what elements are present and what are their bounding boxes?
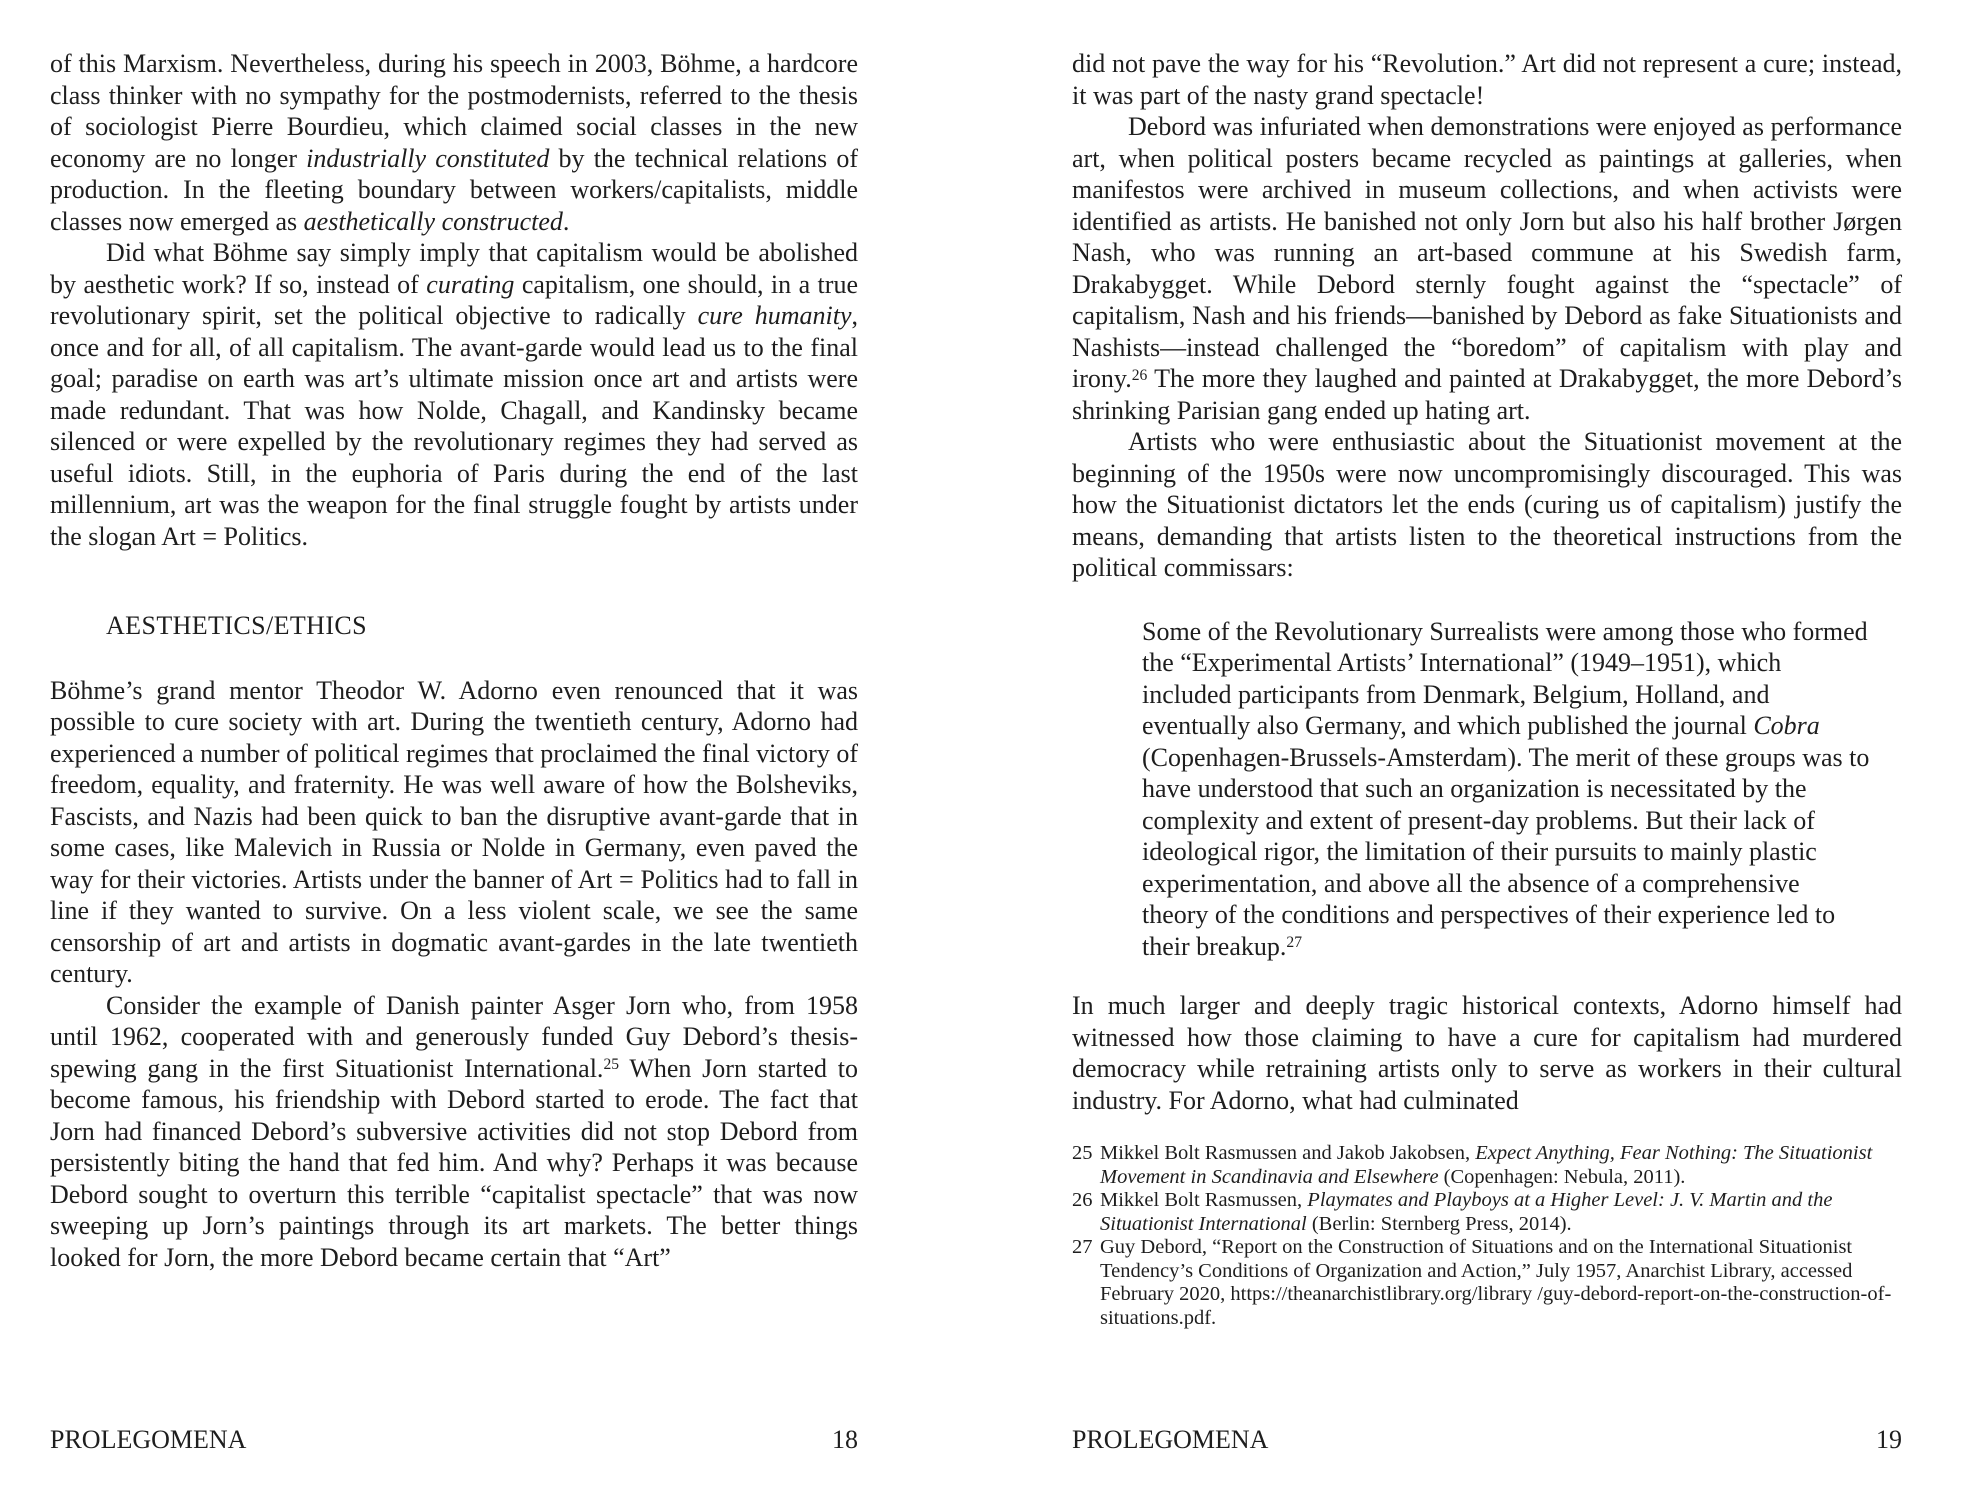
footnote-number: 26 (1072, 1189, 1093, 1211)
text-run: by the technical relations of production. In the fleeting boundary between workers/capitalists, middle classes now emerged as (50, 143, 858, 236)
body-paragraph (1072, 426, 1902, 584)
footnote-item (1072, 1236, 1902, 1330)
page-left-body (50, 48, 858, 1273)
section-heading: AESTHETICS/ETHICS (106, 611, 368, 640)
text-run: When Jorn started to become famous, his friendship with Debord started to erode. The fact that Jorn had financed Debord’s subversive activities did not stop Debord from persistently biting the hand that fed him. And why? Perhaps it was because Debord sought to overturn this terrible “capitalist spectacle” that was now sweeping up Jorn’s paintings through its art markets. The better things looked for Jorn, the more Debord became certain that “Art” (50, 1053, 858, 1272)
footnote-reference: 25 (603, 1056, 620, 1074)
text-run: Did what Böhme say simply imply that capitalism would be abolished by aesthetic work? If so, instead of (50, 238, 858, 299)
text-run: Expect Anything, Fear Nothing: The Situationist Movement in Scandinavia and Elsewhere (1100, 1142, 1873, 1188)
text-run: curating (426, 269, 515, 299)
footnote-number: 25 (1072, 1142, 1093, 1164)
text-run: (Copenhagen: Nebula, 2011). (1438, 1165, 1686, 1188)
text-run: The more they laughed and painted at Drakabygget, the more Debord’s shrinking Parisian gang ended up hating art. (1072, 364, 1902, 425)
page-number: 18 (832, 1425, 858, 1454)
page-left (50, 48, 858, 1452)
body-paragraph (50, 675, 858, 990)
text-run: cure humanity (697, 301, 852, 330)
footnotes (1072, 1142, 1902, 1330)
footnote-reference: 26 (1131, 366, 1148, 384)
footnote-text (1100, 1236, 1902, 1330)
text-run: Debord was infuriated when demonstrations were enjoyed as performance art, when political posters became recycled as paintings at galleries, when manifestos were archived in museum collections, and when activists were identified as artists. He banished not only Jorn but also his half brother Jørgen Nash, who was running an art-based commune at his Swedish farm, Drakabygget. While Debord sternly fought against the “spectacle” of capitalism, Nash and his friends—banished by Debord as fake Situationists and Nashists—instead challenged the “boredom” of capitalism with play and irony. (1072, 112, 1902, 393)
body-paragraph (50, 237, 858, 552)
body-paragraph (50, 990, 858, 1274)
footnote-text (1100, 1189, 1902, 1236)
text-run: , once and for all, of all capitalism. The avant-garde would lead us to the final goal; paradise on earth was art’s ultimate mission once art and artists were made redundant. That was how Nolde, Chagall, and Kandinsky became silenced or were expelled by the revolutionary regimes they had served as useful idiots. Still, in the euphoria of Paris during the end of the last millennium, art was the weapon for the final struggle fought by artists under the slogan Art = Politics. (50, 301, 858, 551)
page-right (1072, 48, 1902, 1452)
body-paragraph (1072, 990, 1902, 1116)
text-run: did not pave the way for his “Revolution.” Art did not represent a cure; instead, it was part of the nasty grand spectacle! (1072, 49, 1902, 110)
text-run: Some of the Revolutionary Surrealists were among those who formed the “Experimental Artists’ International” (1949–1951), which included participants from Denmark, Belgium, Holland, and eventually also Germany, and which published the journal (1142, 616, 1868, 740)
text-run: Böhme’s grand mentor Theodor W. Adorno even renounced that it was possible to cure society with art. During the twentieth century, Adorno had experienced a number of political regimes that proclaimed the final victory of freedom, equality, and fraternity. He was well aware of how the Bolsheviks, Fascists, and Nazis had been quick to ban the disruptive avant-garde that in some cases, like Malevich in Russia or Nolde in Germany, even paved the way for their victories. Artists under the banner of Art = Politics had to fall in line if they wanted to survive. On a less violent scale, we see the same censorship of art and artists in dogmatic avant-gardes in the late twentieth century. (50, 675, 858, 988)
page-left-footer (50, 1424, 858, 1456)
text-run: industrially constituted (306, 143, 550, 173)
footnote-item (1072, 1142, 1902, 1189)
text-run: Mikkel Bolt Rasmussen and Jakob Jakobsen, (1100, 1142, 1476, 1164)
footnote-item (1072, 1189, 1902, 1236)
page-number: 19 (1876, 1425, 1902, 1454)
text-run: Mikkel Bolt Rasmussen, (1100, 1189, 1308, 1211)
text-run: (Copenhagen-Brussels-Amsterdam). The merit of these groups was to have understood that such an organization is necessitated by the complexity and extent of present-day problems. But their lack of ideological rigor, the limitation of their pursuits to mainly plastic experimentation, and above all the absence of a comprehensive theory of the conditions and perspectives of their experience led to their breakup. (1142, 742, 1870, 961)
text-run: . (562, 206, 570, 236)
text-run: of this Marxism. Nevertheless, during his speech in 2003, Böhme, a hardcore class thinker with no sympathy for the postmodernists, referred to the thesis of sociologist Pierre Bourdieu, which claimed social classes in the new economy are no longer (50, 49, 858, 173)
text-run: In much larger and deeply tragic historical contexts, Adorno himself had witnessed how those claiming to have a cure for capitalism had murdered democracy while retraining artists only to serve as workers in their cultural industry. For Adorno, what had culminated (1072, 991, 1902, 1115)
text-run: aesthetically constructed (303, 206, 563, 236)
text-run: (Berlin: Sternberg Press, 2014). (1306, 1212, 1572, 1235)
body-paragraph (1072, 48, 1902, 111)
page-right-footer (1072, 1424, 1902, 1456)
body-paragraph (50, 48, 858, 237)
body-paragraph (1072, 111, 1902, 426)
block-quote (1142, 616, 1872, 963)
footnote-reference: 27 (1286, 934, 1302, 952)
text-run: capitalism, one should, in a true revolutionary spirit, set the political objective to radically (50, 269, 858, 330)
footnote-text (1100, 1142, 1902, 1189)
footnote-number: 27 (1072, 1236, 1093, 1258)
text-run: Consider the example of Danish painter Asger Jorn who, from 1958 until 1962, cooperated with and generously funded Guy Debord’s thesis-spewing gang in the first Situationist International. (50, 990, 858, 1083)
text-run: Playmates and Playboys at a Higher Level: J. V. Martin and the Situationist International (1100, 1189, 1833, 1235)
text-run: Artists who were enthusiastic about the Situationist movement at the beginning of the 1950s were now uncompromisingly discouraged. This was how the Situationist dictators let the ends (curing us of capitalism) justify the means, demanding that artists listen to the theoretical instructions from the political commissars: (1072, 427, 1902, 582)
text-run: Cobra (1753, 711, 1820, 740)
page-right-body (1072, 48, 1902, 1116)
text-run: Guy Debord, “Report on the Construction of Situations and on the International Situationist Tendency’s Conditions of Organization and Action,” July 1957, Anarchist Library, accessed February 2020, https://theanarchistlibrary.org/library /guy-debord-report-on-the-construction-of-situations.pdf. (1100, 1236, 1892, 1329)
running-head: PROLEGOMENA (50, 1425, 247, 1454)
running-head: PROLEGOMENA (1072, 1425, 1269, 1454)
